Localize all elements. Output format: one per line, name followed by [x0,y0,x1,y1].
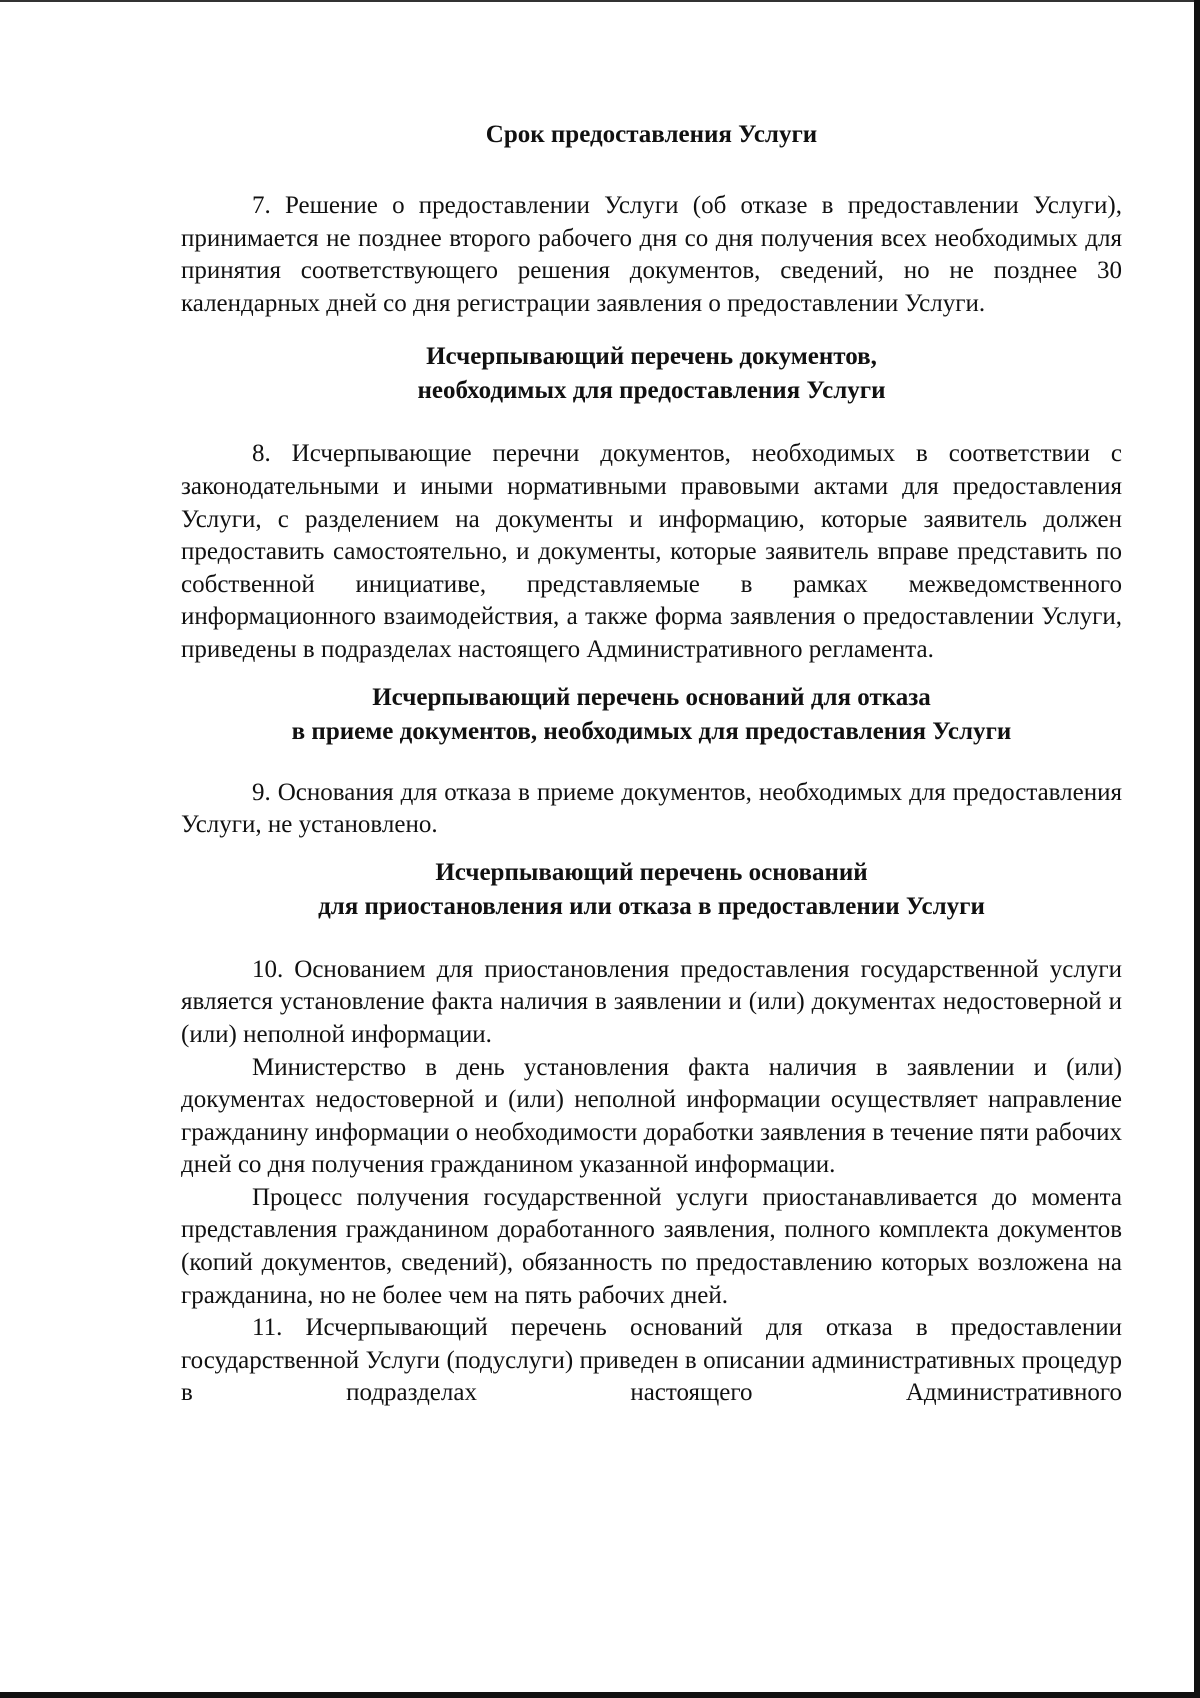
heading-line: в приеме документов, необходимых для предоставления Услуги [291,717,1012,745]
paragraph-9: 9. Основания для отказа в приеме документов, необходимых для предоставления Услуги, не установлено. [181,778,1122,839]
section-heading-documents-list [181,340,1122,408]
document-body [181,118,1122,1410]
heading-line: Исчерпывающий перечень оснований для отказа [372,683,931,711]
heading-line: необходимых для предоставления Услуги [417,377,886,405]
paragraph-10: 10. Основанием для приостановления предоставления государственной услуги является установление факта наличия в заявлении и (или) документах недостоверной и (или) неполной информации. [181,955,1122,1048]
scan-edge-bottom [0,1692,1200,1698]
section-heading-suspension-grounds [181,856,1122,924]
heading-line: Исчерпывающий перечень оснований [435,858,868,886]
scan-edge-right [1194,0,1200,1698]
heading-line: Срок предоставления Услуги [485,121,818,148]
heading-line: Исчерпывающий перечень документов, [426,343,877,371]
paragraph-process: Процесс получения государственной услуги приостанавливается до момента представления гражданином доработанного заявления, полного комплекта документов (копий документов, сведений), обязанность по предоставлению которых возложена на гражданина, но не более чем на пять рабочих дней. [181,1183,1122,1309]
section-heading-service-term [181,118,1122,152]
scan-edge-top [0,0,1200,2]
paragraph-7: 7. Решение о предоставлении Услуги (об отказе в предоставлении Услуги), принимается не позднее второго рабочего дня со дня получения всех необходимых для принятия соответствующего решения документов, сведений, но не позднее 30 календарных дней со дня регистрации заявления о предоставлении Услуги. [181,192,1122,317]
section-heading-refusal-grounds [181,681,1122,749]
paragraph-ministry: Министерство в день установления факта наличия в заявлении и (или) документах недостоверной и (или) неполной информации осуществляет направление гражданину информации о необходимости доработки заявления в течение пяти рабочих дней со дня получения гражданином указанной информации. [181,1053,1122,1179]
heading-line: для приостановления или отказа в предоставлении Услуги [318,892,985,920]
paragraph-8: 8. Исчерпывающие перечни документов, необходимых в соответствии с законодательными и иными нормативными правовыми актами для предоставления Услуги, с разделением на документы и информацию, которые заявитель должен предоставить самостоятельно, и документы, которые заявитель вправе представить по собственной инициативе, представляемые в рамках межведомственного информационного взаимодействия, а также форма заявления о предоставлении Услуги, приведены в подразделах настоящего Административного регламента. [181,440,1122,663]
paragraph-11: 11. Исчерпывающий перечень оснований для отказа в предоставлении государственной Услуги (подуслуги) приведен в описании административных процедур в подразделах настоящего Административного [181,1314,1122,1407]
